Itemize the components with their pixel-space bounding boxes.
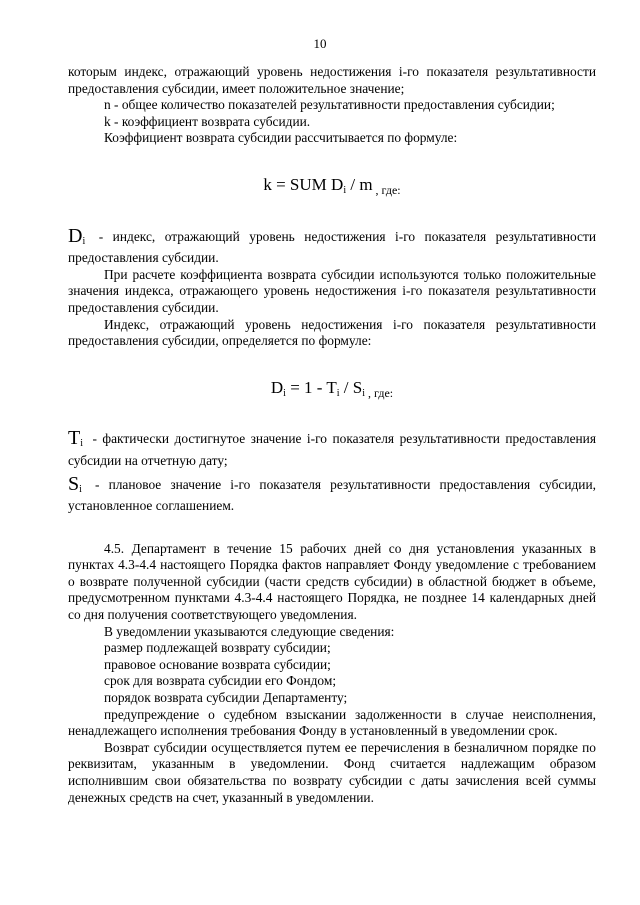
paragraph: k - коэффициент возврата субсидии. — [104, 113, 311, 129]
list-item: размер подлежащей возврату субсидии; — [104, 640, 331, 656]
paragraph: которым индекс, отражающий уровень недостижения i-го показателя результативности предоставления субсидии, имеет положительное значение; — [68, 64, 596, 96]
list-item: правовое основание возврата субсидии; — [104, 656, 331, 672]
page-number: 10 — [313, 36, 327, 51]
document-body — [68, 64, 596, 806]
paragraph: При расчете коэффициента возврата субсидии используются только положительные значения индекса, отражающего уровень недостижения i-го показателя результативности предоставления субсидии. — [68, 266, 596, 315]
formula-di: $D_i = 1 - T_i / S_i$ $_{, где:}$ — [270, 377, 394, 400]
definition-si: $S_i$ - плановое значение i-го показателя результативности предоставления субсидии, установленное соглашением. — [68, 472, 596, 514]
formula-k: k = SUM $D_i$ / m $_{, где:}$ — [263, 174, 401, 197]
paragraph: Коэффициент возврата субсидии рассчитывается по формуле: — [104, 130, 458, 146]
paragraph: Возврат субсидии осуществляется путем ее перечисления в безналичном порядке по реквизитам, указанным в уведомлении. Фонд считается надлежащим образом исполнившим свои обязательства по возврату субсидии с даты зачисления всей суммы денежных средств на счет, указанный в уведомлении. — [68, 739, 596, 805]
list-item: предупреждение о судебном взыскании задолженности в случае неисполнения, ненадлежащего исполнения требования Фонду в установленный в уведомлении срок. — [68, 706, 596, 739]
paragraph: Индекс, отражающий уровень недостижения i-го показателя результативности предоставления субсидии, определяется по формуле: — [68, 316, 596, 349]
list-item: порядок возврата субсидии Департаменту; — [104, 690, 348, 706]
list-item: срок для возврата субсидии его Фондом; — [104, 673, 337, 689]
paragraph-4-5: 4.5. Департамент в течение 15 рабочих дней со дня установления указанных в пунктах 4.3-4.4 настоящего Порядка фактов направляет Фонду уведомление с требованием о возврате полученной субсидии (части средств субсидии) в областной бюджет в объеме, предусмотренном пунктами 4.3-4.4 настоящего Порядка, не позднее 14 календарных дней со дня получения соответствующего уведомления. — [68, 540, 596, 623]
definition-ti: $T_i$ - фактически достигнутое значение i-го показателя результативности предоставления субсидии на отчетную дату; — [68, 427, 596, 468]
paragraph: В уведомлении указываются следующие сведения: — [104, 623, 395, 639]
definition-di: $D_i$ - индекс, отражающий уровень недостижения i-го показателя результативности предоставления субсидии. — [68, 224, 596, 266]
paragraph: n - общее количество показателей результативности предоставления субсидии; — [104, 97, 555, 113]
